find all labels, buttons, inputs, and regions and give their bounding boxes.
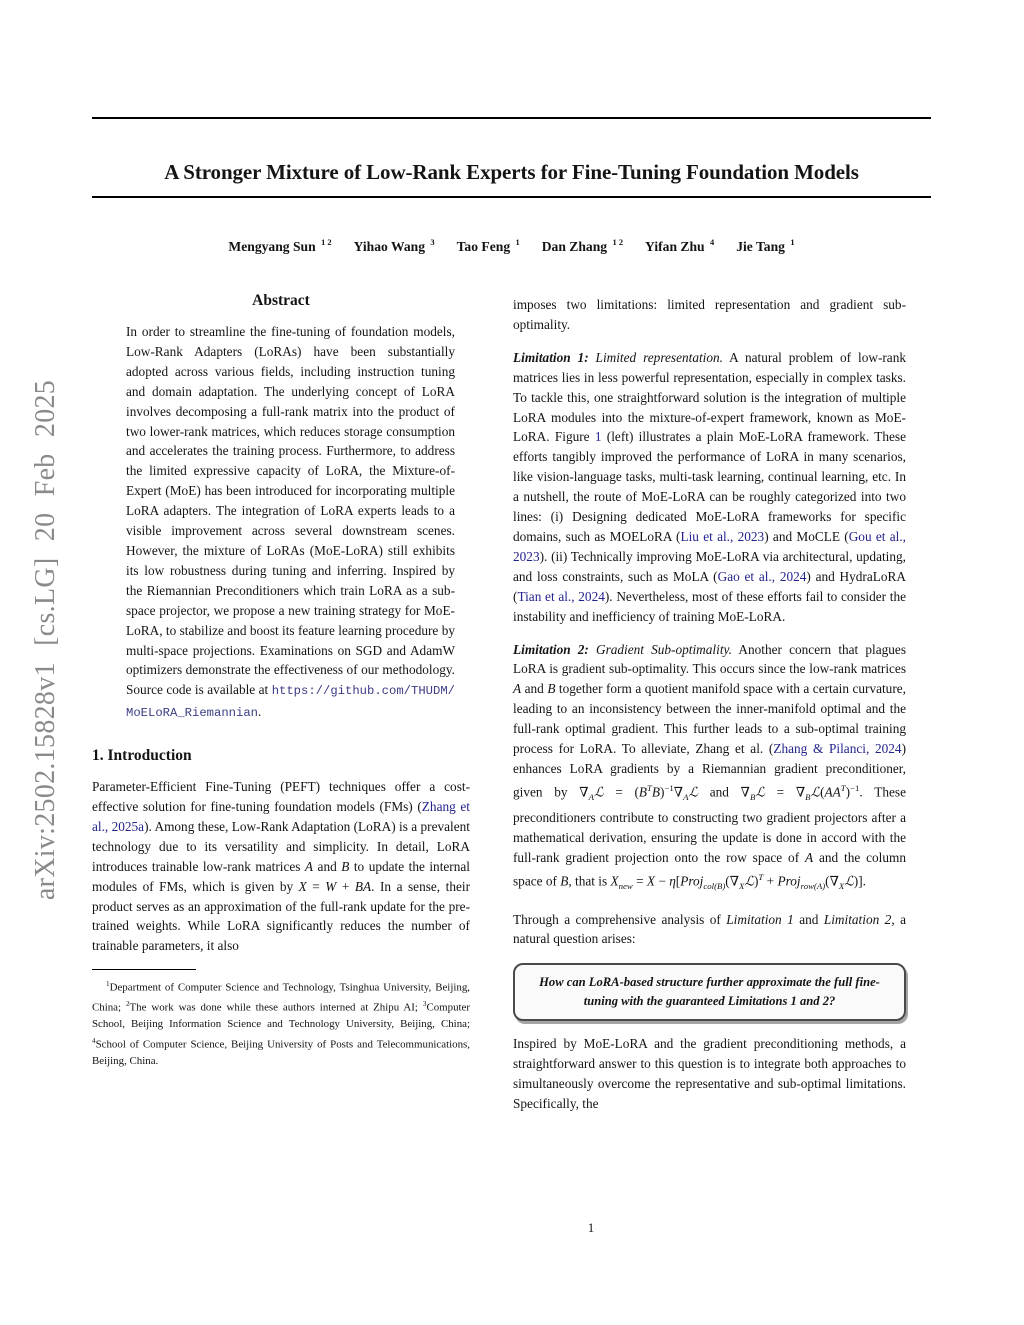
author-affiliation-superscript: 4 <box>710 237 715 247</box>
text-segment: Limited representation. <box>595 349 723 365</box>
text-segment: , that is <box>568 872 611 888</box>
text-segment: ). (ii) Technically improving MoE-LoRA via architectural, updating, and loss constraints, such as MoLA ( <box>513 548 906 584</box>
paper-title: A Stronger Mixture of Low-Rank Experts for Fine-Tuning Foundation Models <box>164 160 859 185</box>
text-segment: = <box>764 784 796 800</box>
text-segment: Gradient Sub-optimality. <box>595 641 733 657</box>
text-segment: ∇ <box>673 784 684 800</box>
text-segment: ℒ <box>744 872 754 888</box>
text-segment: Department of Computer Science and Technology, Tsinghua University, Beijing, China; <box>92 981 470 1014</box>
superscript: T <box>647 782 652 793</box>
two-column-body <box>92 292 906 1114</box>
text-segment: and <box>793 911 824 927</box>
citation-link[interactable]: Liu et al., 2023 <box>680 528 765 544</box>
text-segment: ) <box>660 784 665 800</box>
footnote-block <box>92 969 470 1069</box>
abstract-body <box>92 322 470 724</box>
text-segment: = <box>632 872 647 888</box>
citation-link[interactable]: Gao et al., 2024 <box>717 568 807 584</box>
text-segment: + <box>763 872 778 888</box>
text-segment: ℒ <box>593 784 604 800</box>
left-column <box>92 292 470 1114</box>
introduction-paragraph <box>92 777 470 956</box>
author-name: Tao Feng $^1$ <box>456 237 520 254</box>
superscript: T <box>840 782 846 793</box>
superscript: 2 <box>125 1000 130 1009</box>
text-segment: ℒ <box>844 872 854 888</box>
text-segment: B <box>547 681 556 697</box>
author-affiliation-superscript: 3 <box>430 237 435 247</box>
text-segment: Through a comprehensive analysis of <box>513 911 727 927</box>
text-segment: ( <box>820 784 825 800</box>
right-column <box>513 292 906 1114</box>
subscript: A <box>588 791 594 802</box>
abstract-heading: Abstract <box>252 292 310 309</box>
text-segment: ∇ <box>795 784 806 800</box>
text-segment: Limitation 2: <box>513 641 589 657</box>
text-segment: ) and MoCLE ( <box>764 528 849 544</box>
research-question-box <box>513 963 906 1021</box>
text-segment: W <box>325 878 337 894</box>
text-segment: A <box>304 858 314 874</box>
citation-link[interactable]: Gou et al., 2023 <box>513 528 906 564</box>
author-affiliation-superscript: 1 2 <box>612 237 624 247</box>
subscript: A <box>683 791 689 802</box>
continuation-paragraph <box>513 295 906 335</box>
author-affiliation-superscript: 1 2 <box>321 237 332 247</box>
subscript: B <box>749 791 756 802</box>
text-segment: ) and HydraLoRA ( <box>513 568 906 604</box>
text-segment: BA <box>354 878 372 894</box>
author-name: Yifan Zhu $^4$ <box>645 237 715 254</box>
text-segment: ) enhances LoRA gradients by a Riemannian gradient preconditioner, given by <box>513 741 906 800</box>
author-name: Mengyang Sun $^{1 2}$ <box>228 237 332 254</box>
text-segment: − <box>655 872 670 888</box>
text-segment: The work was done while these authors interned at Zhipu AI; <box>129 1001 423 1014</box>
text-segment: ℒ <box>688 784 699 800</box>
text-segment: and <box>313 858 342 874</box>
text-segment: A <box>804 849 814 865</box>
text-segment: Limitation 1: <box>513 349 589 365</box>
text-segment: (left) illustrates a plain MoE-LoRA framework. These efforts tangibly improved the performance of LoRA in many scenarios, like vision-language tasks, multi-task learning, continual learning, etc. In a nutshell, the route of MoE-LoRA can be roughly categorized into two lines: (i) Designing dedicated MoE-LoRA frameworks for specific domains, such as MOELoRA ( <box>513 429 906 544</box>
subscript: col(B) <box>703 880 726 891</box>
text-segment: ∇ <box>829 872 839 888</box>
text-segment: and <box>521 681 548 697</box>
text-segment: η <box>669 872 676 888</box>
text-segment: and <box>698 784 741 800</box>
title-rule-bottom <box>92 196 931 198</box>
title-rule-top <box>92 117 931 119</box>
text-segment: )]. <box>853 872 866 888</box>
text-segment: School of Computer Science, Beijing University of Posts and Telecommunications, Beijing, China. <box>92 1038 470 1067</box>
text-segment: , a natural question arises: <box>513 911 906 947</box>
text-segment: + <box>336 878 355 894</box>
source-code-url-link[interactable]: https://github.com/THUDM/ <box>271 684 455 699</box>
citation-link[interactable]: Zhang et al., 2025a <box>92 799 470 834</box>
text-segment: A natural problem of low-rank matrices lies in less powerful representation, especially in complex tasks. To tackle this, one straightforward solution is the integration of multiple LoRA modules into the mixture-of-expert framework, known as MoE-LoRA. Figure <box>513 349 906 445</box>
text-segment: = ( <box>603 784 639 800</box>
subscript: X <box>838 880 845 891</box>
limitation-1-paragraph <box>513 348 906 627</box>
text-segment: . These preconditioners contribute to constructing two gradient projectors after a mathematical derivation, ensuring the update is done in accord with the full-rank gradient projection onto the row space of <box>513 784 906 865</box>
text-segment: = <box>306 878 326 894</box>
text-segment: ∇ <box>729 872 740 888</box>
text-segment: X <box>610 872 619 888</box>
text-segment: . In a sense, their product serves as an approximation of the full-rank update for the pre-trained weights. While LoRA significantly reduces the number of trainable parameters, it also <box>92 878 470 954</box>
text-segment: Another concern that plagues LoRA is gradient sub-optimality. This occurs since the low-rank matrices <box>513 641 907 677</box>
text-segment: to update the internal modules of FMs, which is given by <box>92 858 470 894</box>
text-segment: Limitation 1 <box>726 911 794 927</box>
text-segment: ℒ <box>755 784 765 800</box>
subscript: X <box>739 880 745 891</box>
superscript: −1 <box>664 782 674 793</box>
footnote-text <box>92 976 470 1069</box>
author-name: Dan Zhang $^{1 2}$ <box>541 237 624 254</box>
text-segment: AA <box>824 784 841 800</box>
author-affiliation-superscript: 1 <box>790 237 795 247</box>
text-segment: B <box>560 872 569 888</box>
text-segment: Computer School, Beijing Information Science and Technology University, Beijing, China; <box>92 1001 470 1031</box>
superscript: 4 <box>92 1036 96 1045</box>
text-segment: ( <box>725 872 730 888</box>
superscript: T <box>758 871 764 882</box>
arxiv-watermark: arXiv:2502.15828v1 [cs.LG] 20 Feb 2025 <box>30 379 61 901</box>
text-segment: How can LoRA-based structure further approximate the full fine-tuning with the guaranteed Limitations 1 and 2? <box>539 975 880 1009</box>
text-segment: X <box>298 878 307 894</box>
text-segment: [ <box>675 872 681 888</box>
text-segment: Inspired by MoE-LoRA and the gradient preconditioning methods, a straightforward answer to this question is to integrate both approaches to simultaneously overcome the representative and sub-optimal limitations. Specifically, the <box>513 1036 906 1112</box>
text-segment: Proj <box>680 872 704 888</box>
superscript: 3 <box>422 1000 427 1009</box>
author-affiliation-superscript: 1 <box>515 237 520 247</box>
limitation-2-paragraph <box>513 640 906 897</box>
subscript: new <box>618 880 633 891</box>
question-lead-paragraph <box>513 910 906 950</box>
citation-link[interactable]: Tian et al., 2024 <box>517 588 605 604</box>
text-segment: ∇ <box>740 784 750 800</box>
source-code-url-link[interactable]: MoELoRA_Riemannian <box>126 706 258 721</box>
subscript: row(A) <box>800 880 826 891</box>
text-segment: B <box>638 784 648 800</box>
text-segment: and the column space of <box>513 849 906 888</box>
text-segment: A <box>513 681 522 697</box>
text-segment: imposes two limitations: limited representation and gradient sub-optimality. <box>513 297 906 332</box>
text-segment: Parameter-Efficient Fine-Tuning (PEFT) techniques offer a cost-effective solution for fine-tuning foundation models (FMs) ( <box>92 779 470 815</box>
superscript: −1 <box>850 782 860 793</box>
text-segment: Limitation 2 <box>823 911 892 927</box>
text-segment: In order to streamline the fine-tuning of foundation models, Low-Rank Adapters (LoRAs) have been substantially adopted across various fields, including instruction tuning and domain adaptation. The underlying concept of LoRA involves decomposing a full-rank matrix into the product of two lower-rank matrices, which reduces storage consumption and accelerates the training process. Furthermore, to address the limited expressive capacity of LoRA, the Mixture-of-Expert (MoE) has been introduced for incorporating multiple LoRA adapters. The integration of LoRA experts leads to a visible improvement across several downstream scenes. However, the mixture of LoRAs (MoE-LoRA) still exhibits its low robustness during tuning and inferring. Inspired by the Riemannian Preconditioners which train LoRA as a sub-space projector, we propose a new training strategy for MoE-LoRA, to stabilize and boost its feature learning procedure by multi-space projections. Examinations on SGD and AdamW optimizers demonstrate the effectiveness of our methodology. Source code is available at <box>126 324 455 698</box>
text-segment: ( <box>825 872 830 888</box>
subscript: B <box>805 791 811 802</box>
research-question-text <box>539 973 880 1011</box>
text-segment: B <box>341 858 350 874</box>
text-segment: . <box>257 704 262 720</box>
text-segment: ). Among these, Low-Rank Adaptation (LoRA) is a prevalent technology due to its versatility and simplicity. In detail, LoRA introduces trainable low-rank matrices <box>92 818 470 874</box>
author-name: Jie Tang $^1$ <box>736 237 795 254</box>
text-segment: X <box>646 872 656 888</box>
superscript: 1 <box>106 980 110 989</box>
text-segment <box>589 642 596 657</box>
author-list <box>92 237 931 255</box>
text-segment: B <box>651 784 661 800</box>
text-segment: Proj <box>777 872 801 888</box>
text-segment: together form a quotient manifold space with a certain curvature, leading to an inconsistency between the inner-manifold optimal and the full-rank optimal gradient. This further leads to a sub-optimal training process for LoRA. To alleviate, Zhang et al. ( <box>513 681 906 757</box>
text-segment <box>589 350 596 365</box>
text-segment: ). Nevertheless, most of these efforts fail to consider the instability and inefficiency of training MoE-LoRA. <box>513 588 906 624</box>
citation-link[interactable]: Zhang & Pilanci, 2024 <box>773 741 902 757</box>
author-name: Yihao Wang $^3$ <box>353 237 435 254</box>
citation-link[interactable]: 1 <box>594 429 602 445</box>
text-segment: ℒ <box>810 784 821 800</box>
text-segment: ) <box>845 784 851 800</box>
introduction-heading: 1. Introduction <box>92 747 192 765</box>
text-segment: ∇ <box>579 784 589 800</box>
page-number: 1 <box>587 1220 595 1235</box>
inspired-paragraph <box>513 1034 906 1114</box>
text-segment: ) <box>753 872 759 888</box>
footnote-rule <box>92 969 196 970</box>
